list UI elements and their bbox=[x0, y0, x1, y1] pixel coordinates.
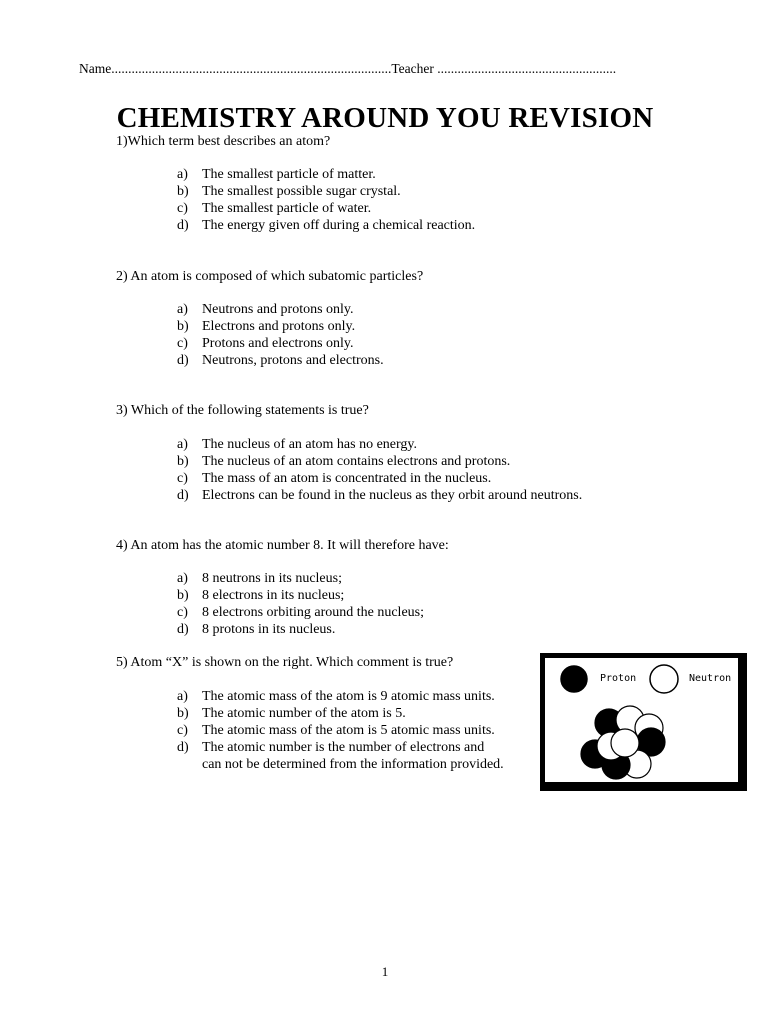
option-3d bbox=[177, 487, 582, 504]
option-3b bbox=[177, 453, 582, 470]
option-1b bbox=[177, 183, 475, 200]
option-text: The atomic mass of the atom is 5 atomic mass units. bbox=[202, 723, 495, 738]
option-letter: b) bbox=[177, 319, 189, 334]
option-text: The smallest possible sugar crystal. bbox=[202, 184, 401, 199]
option-text: 8 protons in its nucleus. bbox=[202, 622, 336, 637]
option-text: The energy given off during a chemical reaction. bbox=[202, 218, 476, 233]
option-5c bbox=[177, 722, 504, 739]
option-text: The atomic mass of the atom is 9 atomic mass units. bbox=[202, 689, 495, 704]
atom-figure-panel bbox=[545, 658, 738, 782]
legend-neutron-icon bbox=[650, 665, 678, 693]
option-letter: b) bbox=[177, 706, 189, 721]
option-text: The smallest particle of matter. bbox=[202, 167, 376, 182]
option-2a bbox=[177, 301, 384, 318]
option-letter: c) bbox=[177, 336, 188, 351]
option-2b bbox=[177, 318, 384, 335]
option-letter: d) bbox=[177, 488, 189, 503]
option-5d-continuation bbox=[177, 756, 504, 773]
option-text: Neutrons, protons and electrons. bbox=[202, 353, 384, 368]
question-4-text: 4) An atom has the atomic number 8. It will therefore have: bbox=[116, 538, 449, 553]
option-letter: a) bbox=[177, 689, 188, 704]
option-letter: b) bbox=[177, 454, 189, 469]
question-1-options bbox=[177, 166, 475, 234]
option-1a bbox=[177, 166, 475, 183]
option-letter: b) bbox=[177, 184, 189, 199]
option-4b bbox=[177, 587, 424, 604]
option-letter: c) bbox=[177, 201, 188, 216]
option-text: Electrons and protons only. bbox=[202, 319, 356, 334]
option-text: The mass of an atom is concentrated in the nucleus. bbox=[202, 471, 492, 486]
option-text: Electrons can be found in the nucleus as they orbit around neutrons. bbox=[202, 488, 583, 503]
question-5-text: 5) Atom “X” is shown on the right. Which comment is true? bbox=[116, 655, 454, 670]
option-letter: a) bbox=[177, 302, 188, 317]
question-2-text: 2) An atom is composed of which subatomic particles? bbox=[116, 269, 424, 284]
option-letter: d) bbox=[177, 622, 189, 637]
atom-x-figure bbox=[540, 653, 747, 791]
option-text: Neutrons and protons only. bbox=[202, 302, 354, 317]
question-5-options bbox=[177, 688, 504, 773]
option-5d bbox=[177, 739, 504, 756]
question-3-text: 3) Which of the following statements is true? bbox=[116, 403, 369, 418]
option-3a bbox=[177, 436, 582, 453]
option-text: The atomic number is the number of electrons and bbox=[202, 740, 485, 755]
option-4a bbox=[177, 570, 424, 587]
option-text: The atomic number of the atom is 5. bbox=[202, 706, 406, 721]
option-text: The nucleus of an atom has no energy. bbox=[202, 437, 417, 452]
option-1c bbox=[177, 200, 475, 217]
option-1d bbox=[177, 217, 475, 234]
option-text: 8 electrons orbiting around the nucleus; bbox=[202, 605, 424, 620]
page-title: CHEMISTRY AROUND YOU REVISION bbox=[116, 102, 654, 134]
option-text: 8 neutrons in its nucleus; bbox=[202, 571, 342, 586]
option-letter: c) bbox=[177, 605, 188, 620]
option-text: 8 electrons in its nucleus; bbox=[202, 588, 345, 603]
page-number: 1 bbox=[381, 964, 389, 979]
option-letter: c) bbox=[177, 723, 188, 738]
option-letter: a) bbox=[177, 571, 188, 586]
option-letter: c) bbox=[177, 471, 188, 486]
option-text: The smallest particle of water. bbox=[202, 201, 372, 216]
nucleus-particle bbox=[611, 729, 639, 757]
question-1-text: 1)Which term best describes an atom? bbox=[116, 134, 331, 149]
option-letter: a) bbox=[177, 437, 188, 452]
option-text: The nucleus of an atom contains electrons and protons. bbox=[202, 454, 511, 469]
option-letter: d) bbox=[177, 218, 189, 233]
question-2-options bbox=[177, 301, 384, 369]
option-4c bbox=[177, 604, 424, 621]
option-5a bbox=[177, 688, 504, 705]
legend-proton-icon bbox=[561, 666, 587, 692]
option-letter: d) bbox=[177, 740, 189, 755]
name-teacher-line: Name...................................................................................Teacher ..................................................... bbox=[79, 61, 617, 76]
question-4-options bbox=[177, 570, 424, 638]
option-4d bbox=[177, 621, 424, 638]
legend-neutron-label: Neutron bbox=[689, 673, 732, 684]
option-text: Protons and electrons only. bbox=[202, 336, 354, 351]
option-letter: b) bbox=[177, 588, 189, 603]
option-2c bbox=[177, 335, 384, 352]
option-2d bbox=[177, 352, 384, 369]
legend-proton-label: Proton bbox=[600, 673, 637, 684]
option-5b bbox=[177, 705, 504, 722]
option-letter: a) bbox=[177, 167, 188, 182]
option-letter: d) bbox=[177, 353, 189, 368]
option-3c bbox=[177, 470, 582, 487]
option-text: can not be determined from the information provided. bbox=[202, 757, 504, 772]
question-3-options bbox=[177, 436, 582, 504]
